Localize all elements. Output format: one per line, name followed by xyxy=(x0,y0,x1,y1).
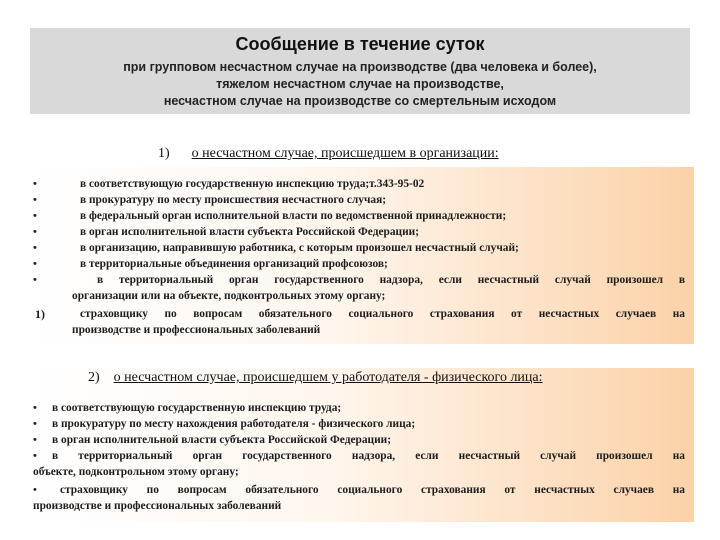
section1-item-4: в орган исполнительной власти субъекта Российской Федерации; xyxy=(80,226,420,238)
bullet-icon: • xyxy=(33,484,37,496)
section1-heading xyxy=(158,146,499,162)
section2-heading-text: о несчастном случае, происшедшем у работодателя - физического лица: xyxy=(113,370,543,385)
section1-item-6: в территориальные объединения организаций профсоюзов; xyxy=(80,258,388,270)
section2-heading xyxy=(88,370,543,386)
section2-number: 2) xyxy=(88,370,100,385)
bullet-icon: • xyxy=(33,258,37,270)
section1-last-item-cont: производстве и профессиональных заболеваний xyxy=(72,324,321,336)
bullet-icon: • xyxy=(33,242,37,254)
section1-number: 1) xyxy=(158,146,170,161)
section1-last-marker: 1) xyxy=(35,307,45,321)
bullet-icon: • xyxy=(33,450,37,462)
bullet-icon: • xyxy=(33,418,37,430)
section2-line-5: страховщику по вопросам обязательного социального страхования от несчастных случаев на xyxy=(60,484,685,496)
section2-line-3: в орган исполнительной власти субъекта Российской Федерации; xyxy=(52,434,392,446)
header-line-2: тяжелом несчастном случае на производстве, xyxy=(216,77,504,91)
section2-line-1: в соответствующую государственную инспекцию труда; xyxy=(52,402,342,414)
section2-line-4-cont: объекте, подконтрольном этому органу; xyxy=(33,466,239,478)
section2-line-5-cont: производстве и профессиональных заболеваний xyxy=(33,500,282,512)
bullet-icon: • xyxy=(33,226,37,238)
header-line-3: несчастном случае на производстве со смертельным исходом xyxy=(163,94,557,108)
header-box xyxy=(30,28,690,114)
header-line-1: при групповом несчастном случае на производстве (два человека и более), xyxy=(123,60,597,74)
header-title: Сообщение в течение суток xyxy=(235,34,485,54)
section1-item-3: в федеральный орган исполнительной власти по ведомственной принадлежности; xyxy=(80,210,507,222)
section1-item-7-cont: организации или на объекте, подконтрольных этому органу; xyxy=(72,290,386,302)
section1-item-7: в территориальный орган государственного надзора, если несчастный случай произошел в xyxy=(97,274,685,286)
bullet-icon: • xyxy=(33,274,37,286)
section1-last-item: страховщику по вопросам обязательного социального страхования от несчастных случаев на xyxy=(80,308,685,320)
section1-heading-text: о несчастном случае, происшедшем в организации: xyxy=(191,146,499,161)
section1-item-5: в организацию, направившую работника, с которым произошел несчастный случай; xyxy=(80,242,519,254)
section1-item-2: в прокуратуру по месту происшествия несчастного случая; xyxy=(80,194,387,206)
bullet-icon: • xyxy=(33,178,37,190)
section2-line-2: в прокуратуру по месту нахождения работодателя - физического лица; xyxy=(52,418,416,430)
bullet-icon: • xyxy=(33,210,37,222)
bullet-icon: • xyxy=(33,402,37,414)
bullet-icon: • xyxy=(33,194,37,206)
section1-item-1: в соответствующую государственную инспекцию труда;т.343-95-02 xyxy=(80,178,425,190)
section2-line-4: в территориальный орган государственного надзора, если несчастный случай произошел на xyxy=(52,450,685,462)
bullet-icon: • xyxy=(33,434,37,446)
